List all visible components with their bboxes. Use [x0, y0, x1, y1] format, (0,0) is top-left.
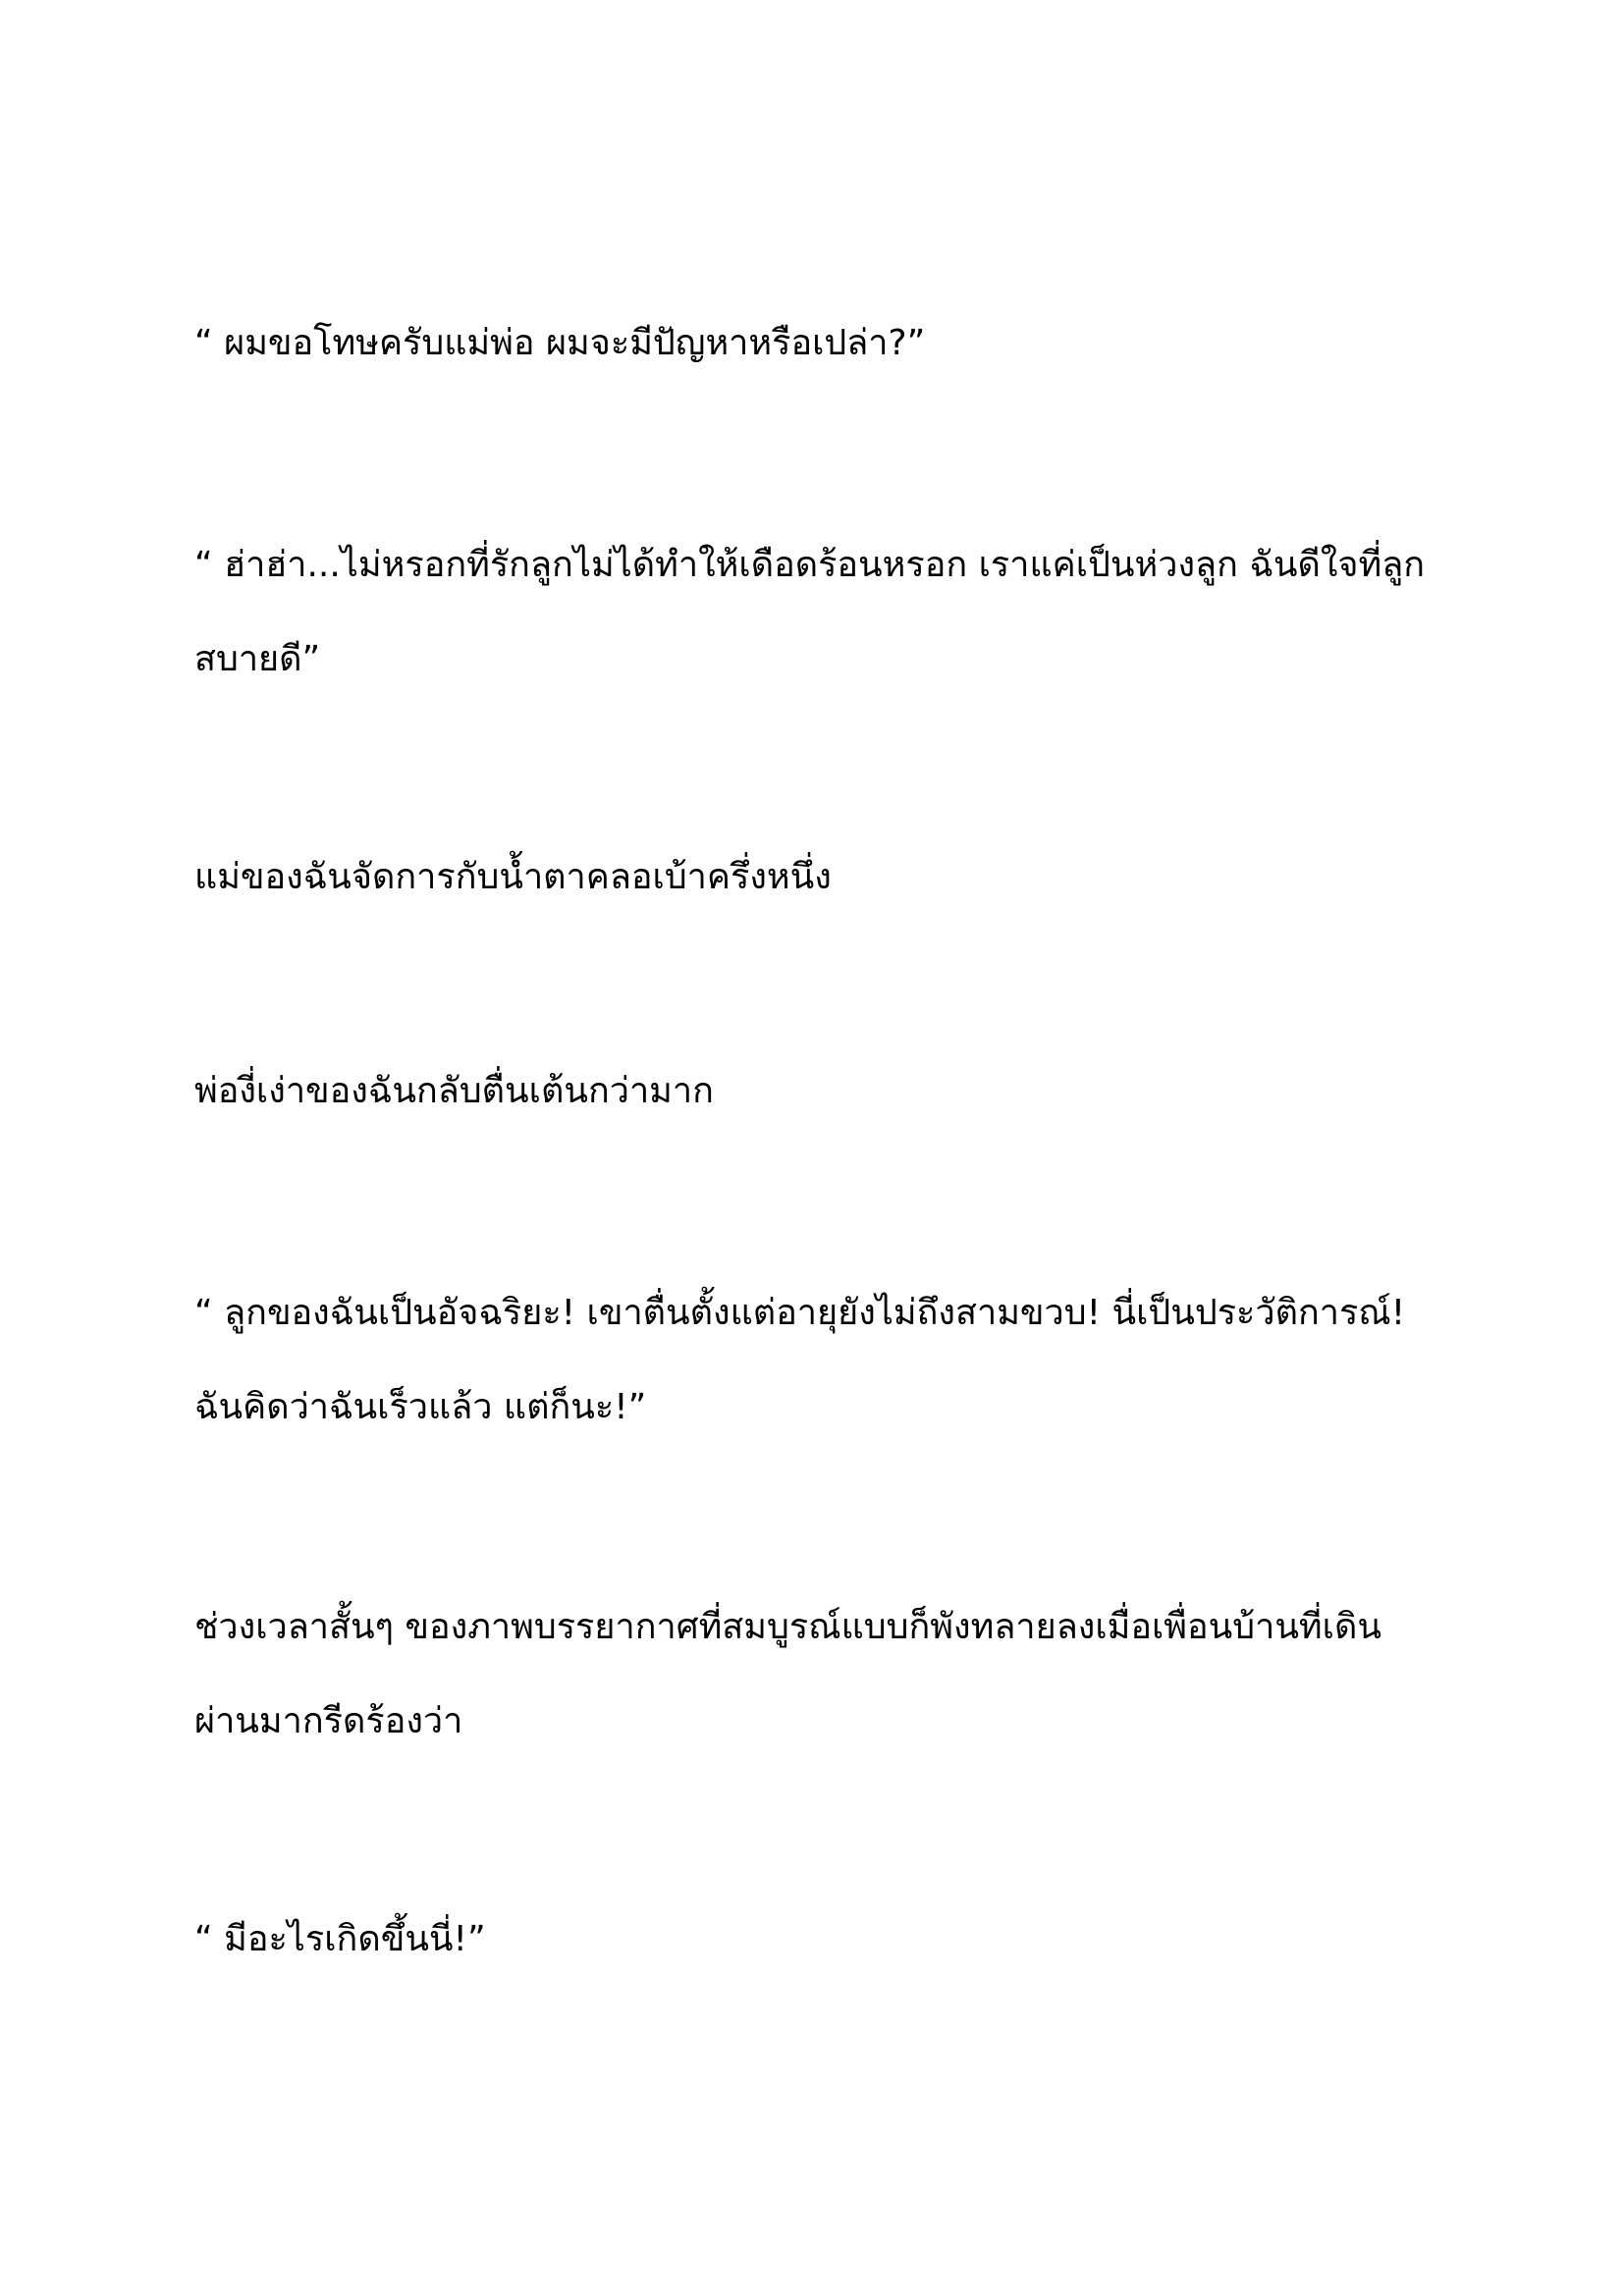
paragraph-neighbor-scream: [194, 1580, 1432, 1769]
text-line: “ ผมขอโทษครับแม่พ่อ ผมจะมีปัญหาหรือเปล่า?”: [194, 323, 926, 363]
text-line: ช่วงเวลาสั้นๆ ของภาพบรรยากาศที่สมบูรณ์แบบก็พังทลายลงเมื่อเพื่อนบ้านที่เดิน: [194, 1607, 1381, 1647]
paragraph-father-excited: [194, 1044, 1432, 1139]
text-line: “ มีอะไรเกิดขึ้นนี่!”: [194, 1919, 486, 1959]
text-line: “ ฮ่าฮ่า...ไม่หรอกที่รักลูกไม่ได้ทำให้เดือดร้อนหรอก เราแค่เป็นห่วงลูก ฉันดีใจที่ลูก: [194, 545, 1426, 585]
text-line: “ ลูกของฉันเป็นอัจฉริยะ! เขาตื่นตั้งแต่อายุยังไม่ถึงสามขวบ! นี่เป็นประวัติการณ์!: [194, 1293, 1406, 1333]
paragraph-mother-tears: [194, 830, 1432, 925]
paragraph-genius-exclamation: [194, 1266, 1432, 1455]
text-line: แม่ของฉันจัดการกับน้ำตาคลอเบ้าครึ่งหนึ่ง: [194, 857, 832, 897]
paragraph-parent-reassurance: [194, 518, 1432, 707]
text-line: ผ่านมากรีดร้องว่า: [194, 1701, 463, 1741]
paragraph-what-happened: [194, 1893, 1432, 1987]
paragraph-apology-question: [194, 296, 1432, 391]
text-line: ฉันคิดว่าฉันเร็วแล้ว แต่ก็นะ!”: [194, 1387, 647, 1427]
text-line: พ่องี่เง่าของฉันกลับตื่นเต้นกว่ามาก: [194, 1071, 714, 1111]
text-line: สบายดี”: [194, 639, 321, 679]
